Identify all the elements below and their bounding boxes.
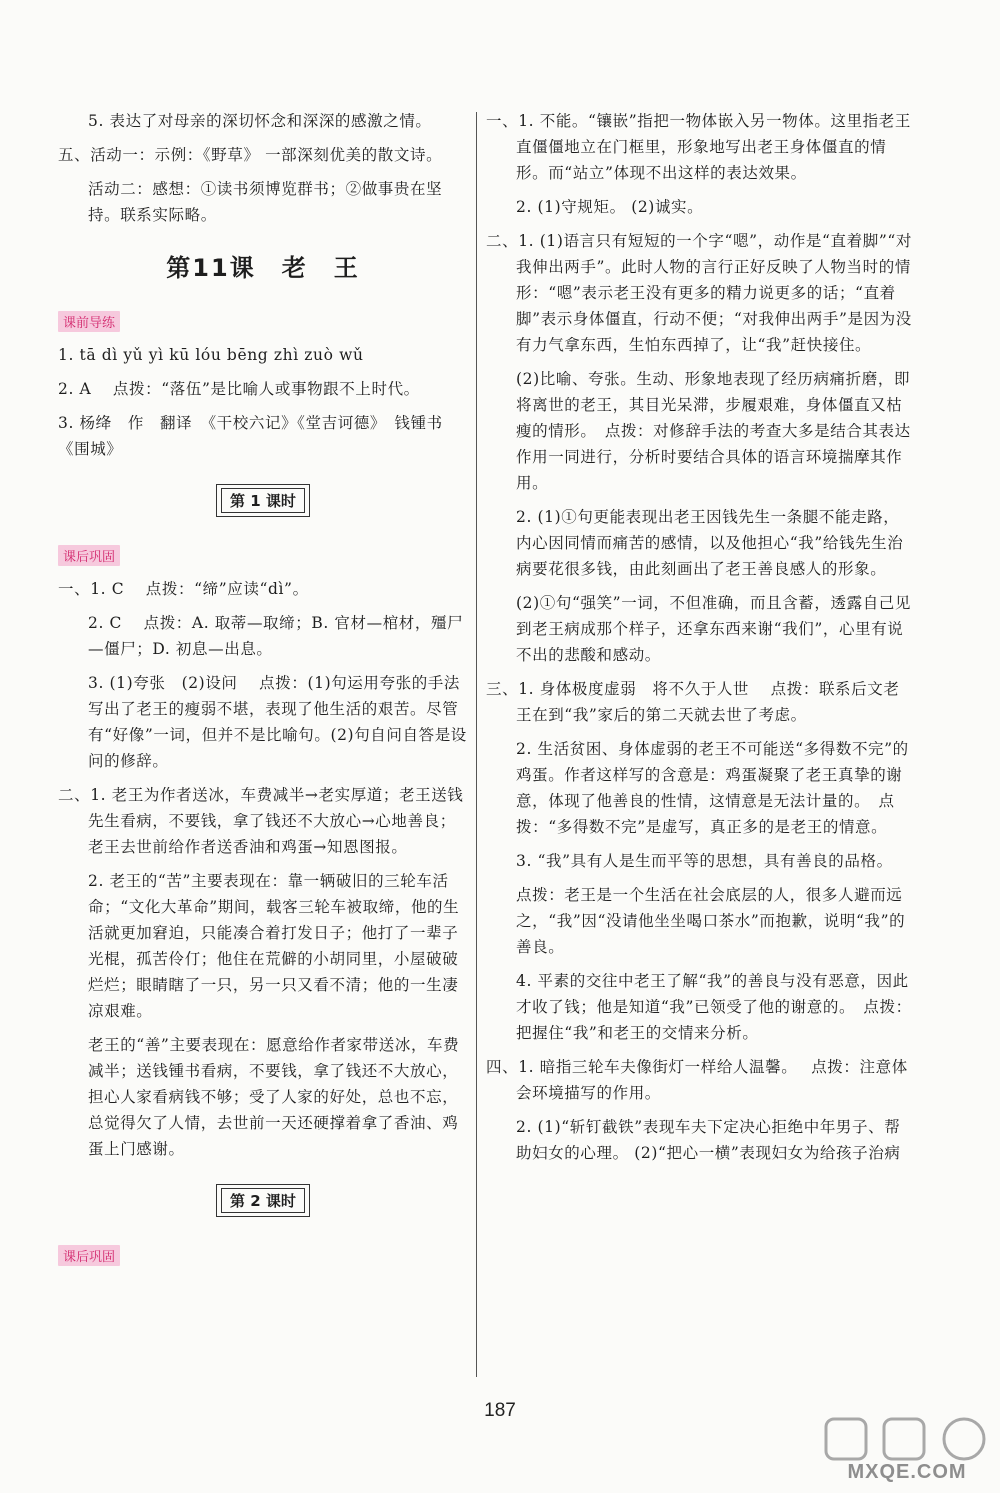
period-2-label: 第 2 课时 <box>221 1188 305 1213</box>
answer-paragraph: 二、1. (1)语言只有短短的一个字“嗯”，动作是“直着脚”“对我伸出两手”。此时人物的言行正好反映了人物当时的情形：“嗯”表示老王没有更多的精力说更多的话；“直着脚”表示身体僵直，行动不便；“对我伸出两手”是因为没有力气拿东西，生怕东西掉了，让“我”赶快接住。 <box>486 232 912 354</box>
answer-paragraph: 2. (1)守规矩。 (2)诚实。 <box>516 198 704 216</box>
answer-paragraph: 2. (1)“斩钉截铁”表现车夫下定决心拒绝中年男子、帮助妇女的心理。 (2)“把心一横”表现妇女为给孩子治病 <box>516 1118 901 1162</box>
answer-paragraph: 四、1. 暗指三轮车夫像街灯一样给人温馨。 点拨：注意体会环境描写的作用。 <box>486 1058 908 1102</box>
period-2-heading <box>58 1184 468 1217</box>
right-column <box>486 108 914 1174</box>
answer-paragraph: 4. 平素的交往中老王了解“我”的善良与没有恶意，因此才收了钱；他是知道“我”已领受了他的谢意的。 点拨：把握住“我”和老王的交情来分析。 <box>516 972 912 1042</box>
answer-paragraph: (2)①句“强笑”一词，不但准确，而且含蓄，透露自己见到老王病成那个样子，还拿东西来谢“我们”，心里有说不出的悲酸和感动。 <box>516 594 912 664</box>
left-column <box>58 108 468 1276</box>
answer-paragraph: 5. 表达了对母亲的深切怀念和深深的感激之情。 <box>88 112 432 130</box>
badge-after-2: 课后巩固 <box>58 1245 120 1266</box>
answer-paragraph: 2. 老王的“苦”主要表现在：靠一辆破旧的三轮车活命；“文化大革命”期间，载客三轮车被取缔，他的生活就更加窘迫，只能凑合着打发日子；他打了一辈子光棍，孤苦伶仃；他住在荒僻的小胡同里，小屋破破烂烂；眼睛瞎了一只，另一只又看不清；他的一生凄凉艰难。 <box>88 872 460 1020</box>
badge-preclass: 课前导练 <box>58 311 120 332</box>
answer-paragraph: 活动二：感想：①读书须博览群书；②做事贵在坚持。联系实际略。 <box>88 180 443 224</box>
watermark-logo <box>818 1415 996 1489</box>
answer-paragraph: 2. 生活贫困、身体虚弱的老王不可能送“多得数不完”的鸡蛋。作者这样写的含意是：鸡蛋凝聚了老王真挚的谢意，体现了他善良的性情，这情意是无法计量的。 点拨：“多得数不完”是虚写，真正多的是老王的情意。 <box>516 740 909 836</box>
answer-paragraph: 1. tā dì yǔ yì kū lóu bēng zhì zuò wǔ <box>58 346 364 364</box>
answer-paragraph: 2. C 点拨：A. 取蒂—取缔；B. 官材—棺材，殭尸—僵尸；D. 初息—出息。 <box>88 614 464 658</box>
answer-paragraph: 点拨：老王是一个生活在社会底层的人，很多人避而远之，“我”因“没请他坐坐喝口茶水”而抱歉，说明“我”的善良。 <box>516 886 906 956</box>
answer-paragraph: 一、1. 不能。“镶嵌”指把一物体嵌入另一物体。这里指老王直僵僵地立在门框里，形象地写出老王身体僵直的情形。而“站立”体现不出这样的表达效果。 <box>486 112 911 182</box>
page-number: 187 <box>484 1400 516 1421</box>
answer-paragraph: 3. 杨绛 作 翻译 《干校六记》《堂吉诃德》 钱锺书 《围城》 <box>58 414 459 458</box>
period-1-heading <box>58 484 468 517</box>
answer-paragraph: 2. A 点拨：“落伍”是比喻人或事物跟不上时代。 <box>58 380 420 398</box>
answer-paragraph: 三、1. 身体极度虚弱 将不久于人世 点拨：联系后文老王在到“我”家后的第二天就去世了考虑。 <box>486 680 900 724</box>
period-1-label: 第 1 课时 <box>221 488 305 513</box>
watermark-emblem <box>818 1415 996 1463</box>
answer-paragraph: 3. (1)夸张 (2)设问 点拨：(1)句运用夸张的手法写出了老王的瘦弱不堪，表现了他生活的艰苦。尽管有“好像”一词，但并不是比喻句。(2)句自问自答是设问的修辞。 <box>88 674 467 770</box>
badge-after-1: 课后巩固 <box>58 545 120 566</box>
answer-paragraph: 二、1. 老王为作者送冰，车费减半→老实厚道；老王送钱先生看病，不要钱，拿了钱还不大放心→心地善良；老王去世前给作者送香油和鸡蛋→知恩图报。 <box>58 786 464 856</box>
lesson-title: 第11课 老 王 <box>166 254 360 282</box>
watermark-text: MXQE.COM <box>847 1461 967 1483</box>
answer-paragraph: (2)比喻、夸张。生动、形象地表现了经历病痛折磨，即将离世的老王，其目光呆滞，步履艰难，身体僵直又枯瘦的情形。 点拨：对修辞手法的考查大多是结合其表达作用一同进行，分析时要结合具体的语言环境揣摩其作用。 <box>516 370 911 492</box>
answer-paragraph: 2. (1)①句更能表现出老王因钱先生一条腿不能走路，内心因同情而痛苦的感情，以及他担心“我”给钱先生治病要花很多钱，由此刻画出了老王善良感人的形象。 <box>516 508 904 578</box>
preclass-answers <box>58 342 468 462</box>
answer-paragraph: 一、1. C 点拨：“缔”应读“dì”。 <box>58 580 309 598</box>
column-divider <box>476 112 477 1377</box>
answer-paragraph: 五、活动一：示例：《野草》 一部深刻优美的散文诗。 <box>58 146 443 164</box>
after-class-answers-1 <box>58 576 468 1162</box>
right-answers <box>486 108 914 1166</box>
answer-paragraph: 老王的“善”主要表现在：愿意给作者家带送冰，车费减半；送钱锺书看病，不要钱，拿了钱还不大放心，担心人家看病钱不够；受了人家的好处，总也不忘，总觉得欠了人情，去世前一天还硬撑着拿了香油、鸡蛋上门感谢。 <box>88 1036 460 1158</box>
left-intro <box>58 108 468 228</box>
answer-paragraph: 3. “我”具有人是生而平等的思想，具有善良的品格。 <box>516 852 893 870</box>
